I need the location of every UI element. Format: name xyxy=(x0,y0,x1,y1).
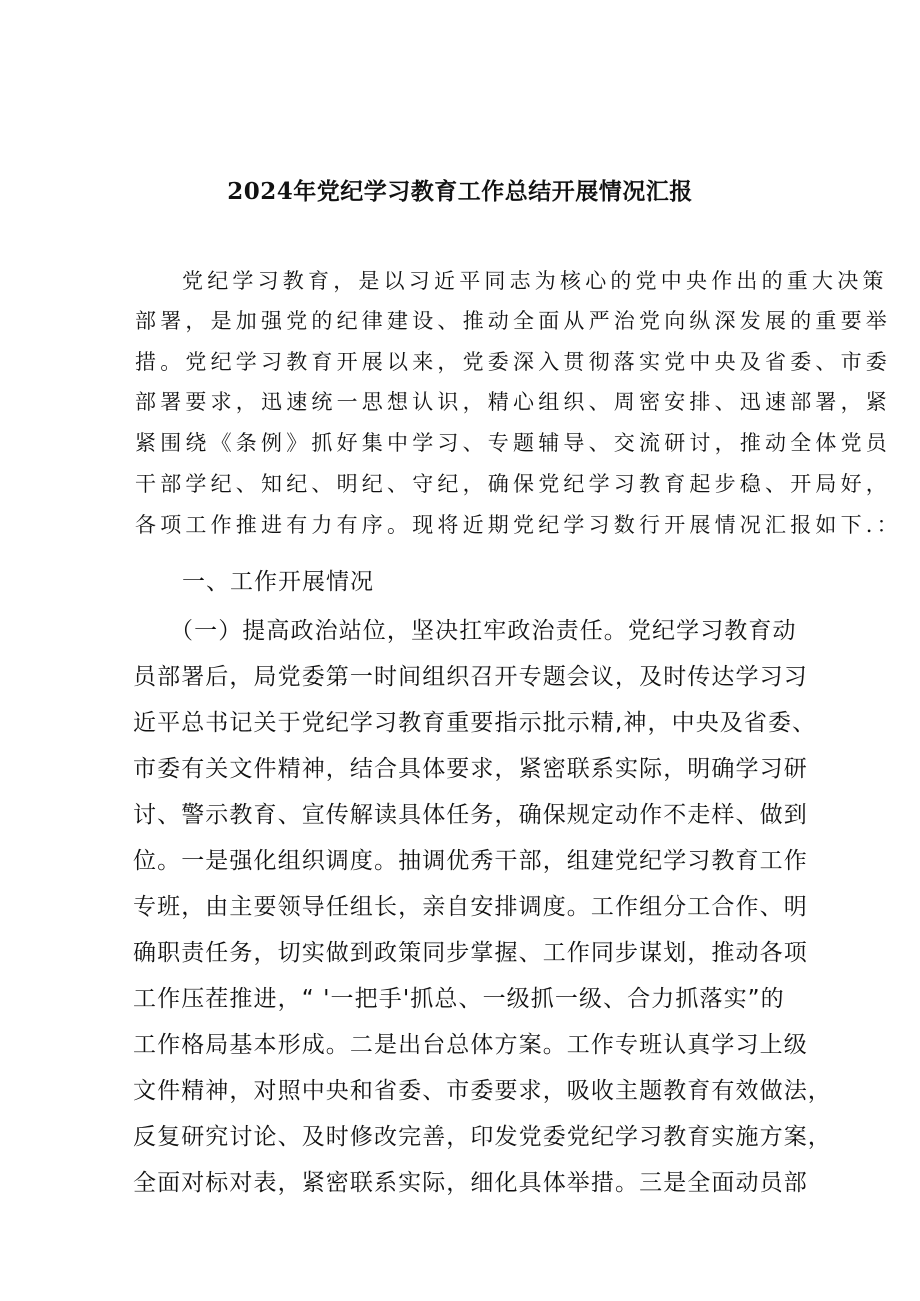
body-line: 确职责任务，切实做到政策同步掌握、工作同步谋划，推动各项 xyxy=(133,940,808,966)
intro-line: 党纪学习教育，是以习近平同志为核心的党中央作出的重大决策 xyxy=(182,269,888,293)
body-line: 专班，由主要领导任组长，亲自安排调度。工作组分工合作、明 xyxy=(133,894,808,920)
body-line: 文件精神，对照中央和省委、市委要求，吸收主题教育有效做法， xyxy=(133,1078,832,1104)
intro-line: 措。党纪学习教育开展以来，党委深入贯彻落实党中央及省委、市委 xyxy=(135,350,891,374)
body-line: 员部署后，局党委第一时间组织召开专题会议，及时传达学习习 xyxy=(133,664,808,690)
body-line: 市委有关文件精神，结合具体要求，紧密联系实际，明确学习研 xyxy=(133,756,808,782)
body-line: 反复研究讨论、及时修改完善，印发党委党纪学习教育实施方案， xyxy=(133,1124,832,1150)
intro-line: 部署，是加强党的纪律建设、推动全面从严治党向纵深发展的重要举 xyxy=(135,309,891,333)
body-line: 工作压茬推进，“ '一把手'抓总、一级抓一级、合力抓落实”的 xyxy=(133,986,785,1012)
section-heading: 一、工作开展情况 xyxy=(182,569,374,595)
body-line: 讨、警示教育、宣传解读具体任务，确保规定动作不走样、做到 xyxy=(133,802,808,828)
intro-line: 干部学纪、知纪、明纪、守纪，确保党纪学习教育起步稳、开局好， xyxy=(135,472,891,496)
body-line: 位。一是强化组织调度。抽调优秀干部，组建党纪学习教育工作 xyxy=(133,848,808,874)
body-line: 工作格局基本形成。二是出台总体方案。工作专班认真学习上级 xyxy=(133,1032,808,1058)
document-title: 2024年党纪学习教育工作总结开展情况汇报 xyxy=(227,178,693,205)
intro-line: 各项工作推进有力有序。现将近期党纪学习数行开展情况汇报如下.： xyxy=(135,513,902,537)
body-line: （一）提高政治站位，坚决扛牢政治责任。党纪学习教育动 xyxy=(170,618,797,644)
intro-line: 部署要求，迅速统一思想认识，精心组织、周密安排、迅速部署，紧 xyxy=(135,390,891,414)
body-line: 近平总书记关于党纪学习教育重要指示批示精,神，中央及省委、 xyxy=(133,710,817,736)
intro-line: 紧围绕《条例》抓好集中学习、专题辅导、交流研讨，推动全体党员 xyxy=(135,431,891,455)
body-line: 全面对标对表，紧密联系实际，细化具体举措。三是全面动员部 xyxy=(133,1170,808,1196)
